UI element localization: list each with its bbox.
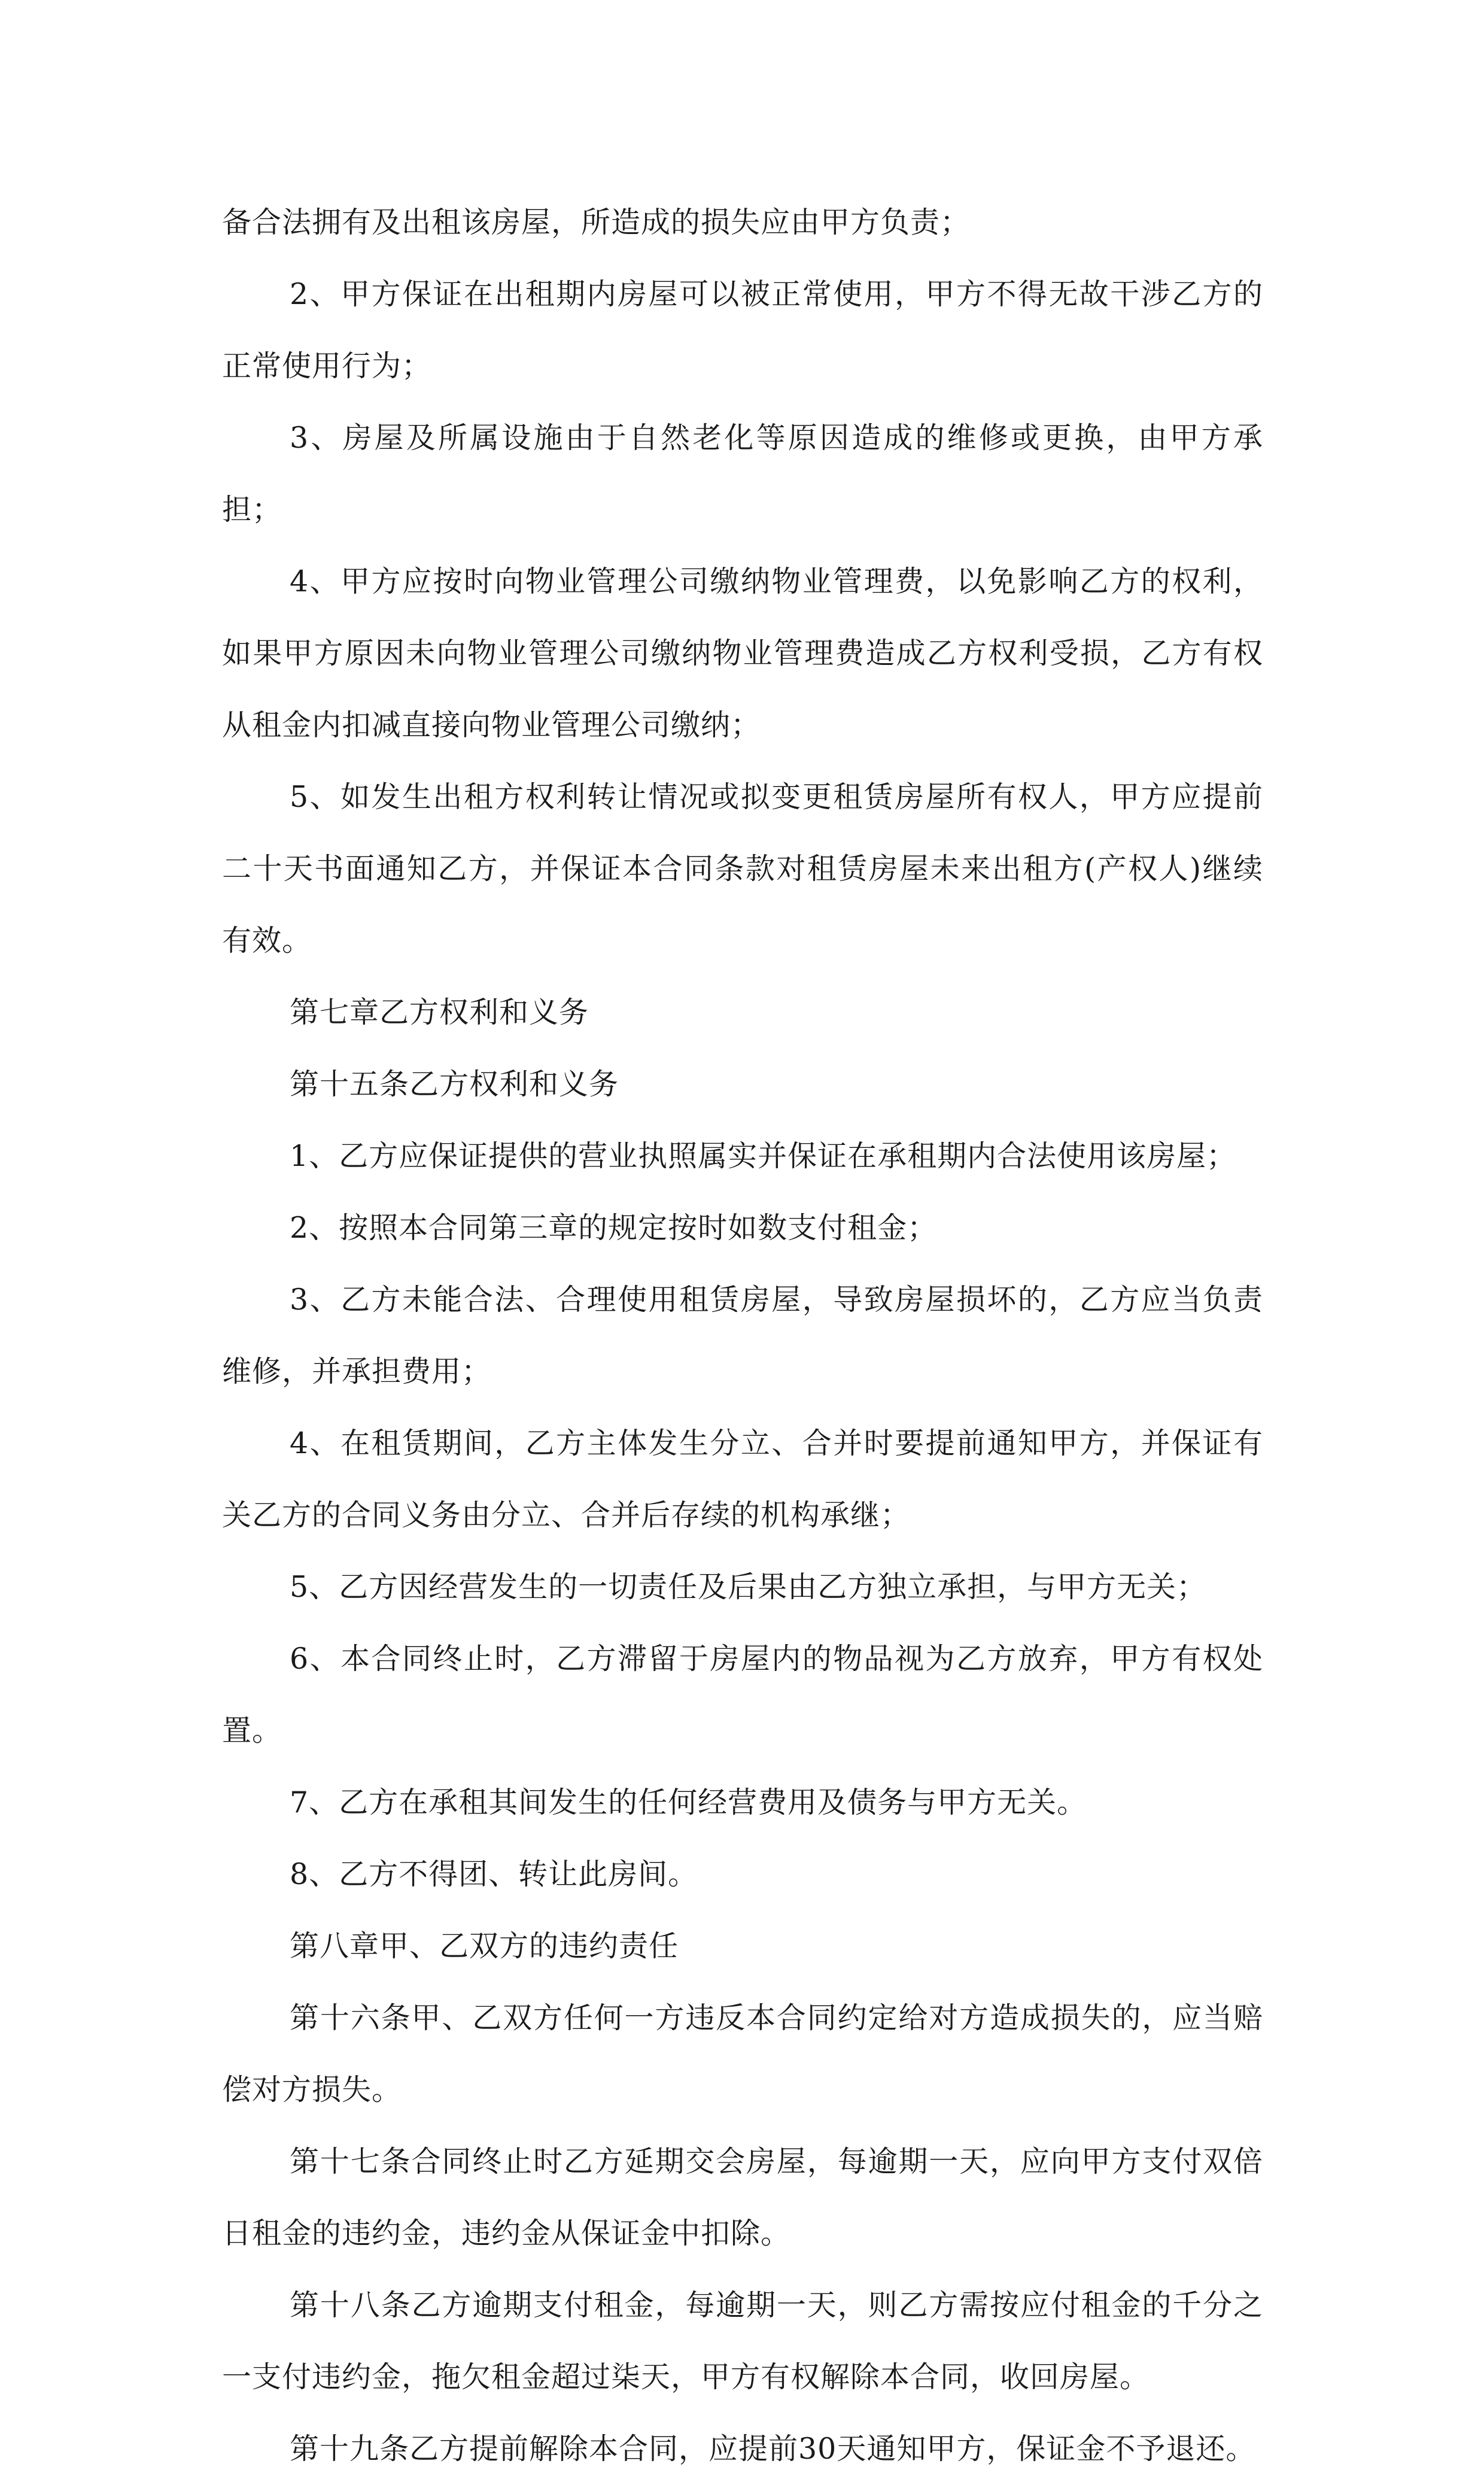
paragraph-tenant-clause-8: 8、乙方不得团、转让此房间。 — [290, 1857, 698, 1891]
paragraph-tenant-clause-3: 3、乙方未能合法、合理使用租赁房屋，导致房屋损坏的，乙方应当负责维修，并承担费用； — [222, 1283, 1263, 1389]
paragraph-landlord-clause-2: 2、甲方保证在出租期内房屋可以被正常使用，甲方不得无故干涉乙方的正常使用行为； — [222, 277, 1263, 383]
paragraph-tenant-clause-1: 1、乙方应保证提供的营业执照属实并保证在承租期内合法使用该房屋； — [290, 1139, 1237, 1173]
article-17: 第十七条合同终止时乙方延期交会房屋，每逾期一天，应向甲方支付双倍日租金的违约金，违约金从保证金中扣除。 — [222, 2144, 1263, 2250]
article-18: 第十八条乙方逾期支付租金，每逾期一天，则乙方需按应付租金的千分之一支付违约金，拖欠租金超过柒天，甲方有权解除本合同，收回房屋。 — [222, 2288, 1263, 2394]
paragraph-landlord-clause-4: 4、甲方应按时向物业管理公司缴纳物业管理费，以免影响乙方的权利，如果甲方原因未向物业管理公司缴纳物业管理费造成乙方权利受损，乙方有权从租金内扣减直接向物业管理公司缴纳； — [222, 564, 1263, 742]
paragraph-tenant-clause-5: 5、乙方因经营发生的一切责任及后果由乙方独立承担，与甲方无关； — [290, 1570, 1207, 1604]
article-heading-15: 第十五条乙方权利和义务 — [290, 1067, 619, 1101]
paragraph-tenant-clause-6: 6、本合同终止时，乙方滞留于房屋内的物品视为乙方放弃，甲方有权处置。 — [222, 1642, 1263, 1748]
paragraph-continuation: 备合法拥有及出租该房屋，所造成的损失应由甲方负责； — [222, 205, 971, 239]
paragraph-tenant-clause-4: 4、在租赁期间，乙方主体发生分立、合并时要提前通知甲方，并保证有关乙方的合同义务由分立、合并后存续的机构承继； — [222, 1426, 1263, 1532]
paragraph-tenant-clause-7: 7、乙方在承租其间发生的任何经营费用及债务与甲方无关。 — [290, 1785, 1087, 1819]
document-body — [222, 187, 1263, 2485]
paragraph-landlord-clause-3: 3、房屋及所属设施由于自然老化等原因造成的维修或更换，由甲方承担； — [222, 421, 1263, 527]
paragraph-tenant-clause-2: 2、按照本合同第三章的规定按时如数支付租金； — [290, 1211, 938, 1245]
paragraph-landlord-clause-5: 5、如发生出租方权利转让情况或拟变更租赁房屋所有权人，甲方应提前二十天书面通知乙方，并保证本合同条款对租赁房屋未来出租方(产权人)继续有效。 — [222, 780, 1263, 958]
article-19: 第十九条乙方提前解除本合同，应提前30天通知甲方，保证金不予退还。 — [290, 2432, 1256, 2466]
chapter-heading-7: 第七章乙方权利和义务 — [290, 995, 589, 1029]
chapter-heading-8: 第八章甲、乙双方的违约责任 — [290, 1929, 679, 1963]
article-16: 第十六条甲、乙双方任何一方违反本合同约定给对方造成损失的，应当赔偿对方损失。 — [222, 2001, 1263, 2107]
